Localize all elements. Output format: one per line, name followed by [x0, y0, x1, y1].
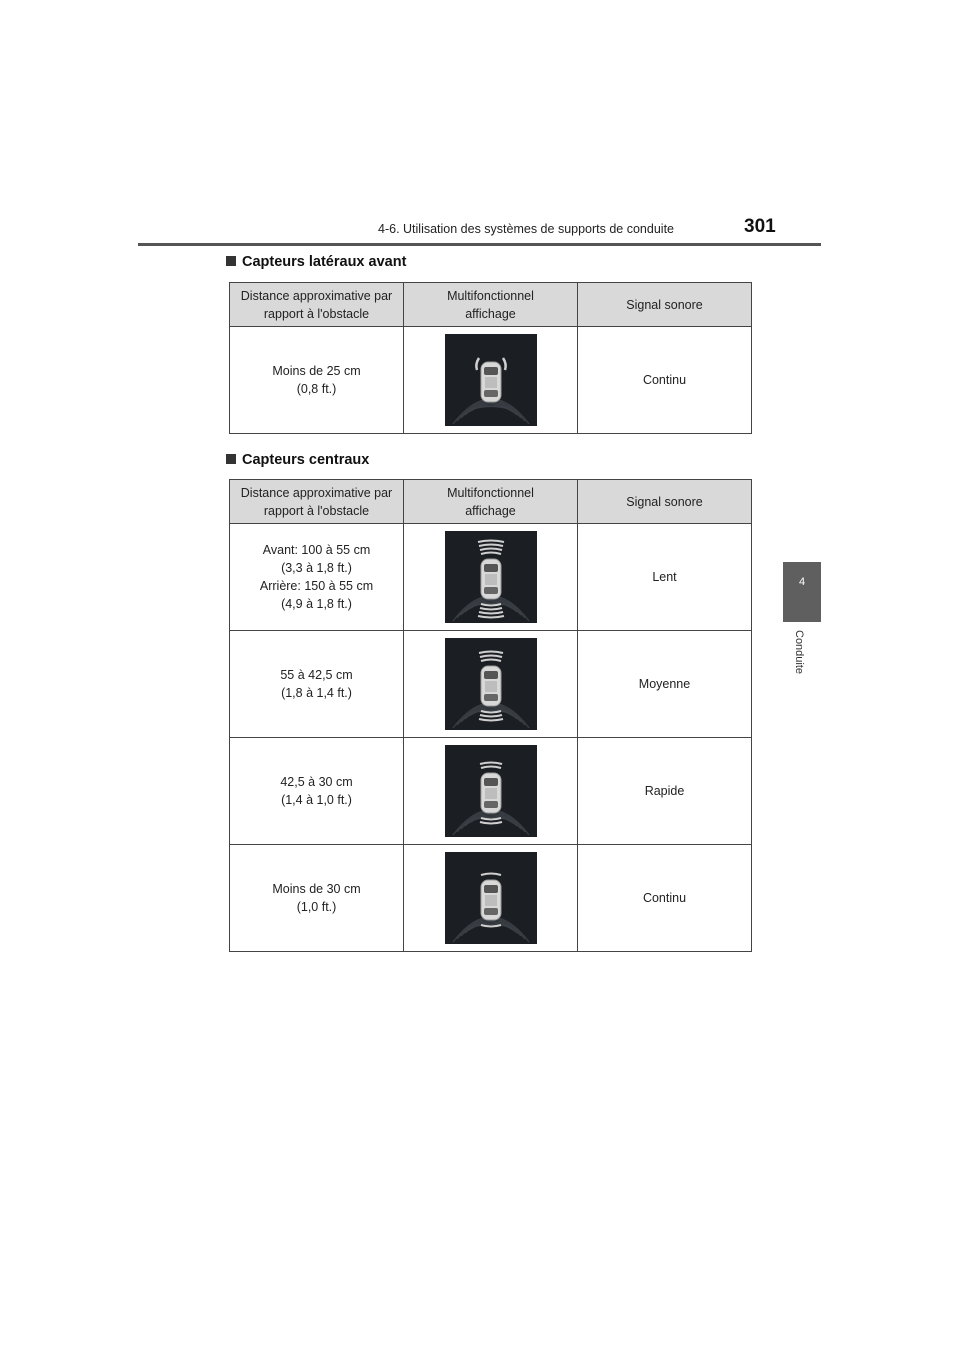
center-sensor-table — [229, 479, 752, 952]
buzzer-cell: Moyenne — [578, 631, 752, 738]
table-header-row — [230, 283, 752, 327]
section-heading-center — [226, 452, 369, 468]
col-header-buzzer: Signal sonore — [578, 283, 752, 327]
distance-cell: 55 à 42,5 cm (1,8 à 1,4 ft.) — [230, 631, 404, 738]
table-row — [230, 631, 752, 738]
table-row — [230, 738, 752, 845]
section-heading-text: Capteurs latéraux avant — [242, 254, 407, 270]
table-row — [230, 524, 752, 631]
center-sensor-display-icon — [445, 531, 537, 623]
buzzer-cell: Lent — [578, 524, 752, 631]
chapter-title: 4-6. Utilisation des systèmes de supports de conduite — [378, 222, 674, 236]
buzzer-cell: Continu — [578, 845, 752, 952]
display-cell — [404, 845, 578, 952]
col-header-distance: Distance approximative par rapport à l'obstacle — [230, 480, 404, 524]
display-cell — [404, 327, 578, 434]
table-row — [230, 327, 752, 434]
section-heading-text: Capteurs centraux — [242, 452, 370, 468]
buzzer-cell: Rapide — [578, 738, 752, 845]
distance-cell: Avant: 100 à 55 cm (3,3 à 1,8 ft.) Arrière: 150 à 55 cm (4,9 à 1,8 ft.) — [230, 524, 404, 631]
col-header-display: Multifonctionnel affichage — [404, 480, 578, 524]
table-row — [230, 845, 752, 952]
header-rule — [138, 243, 821, 246]
col-header-buzzer: Signal sonore — [578, 480, 752, 524]
table-header-row — [230, 480, 752, 524]
distance-cell: 42,5 à 30 cm (1,4 à 1,0 ft.) — [230, 738, 404, 845]
side-sensor-display-icon — [445, 334, 537, 426]
section-heading-front-side — [226, 254, 406, 270]
center-sensor-display-icon — [445, 852, 537, 944]
display-cell — [404, 631, 578, 738]
center-sensor-display-icon — [445, 638, 537, 730]
page-number: 301 — [744, 216, 776, 237]
display-cell — [404, 738, 578, 845]
square-bullet-icon — [226, 454, 236, 464]
chapter-tab-label: Conduite — [793, 630, 805, 675]
buzzer-cell: Continu — [578, 327, 752, 434]
col-header-distance: Distance approximative par rapport à l'obstacle — [230, 283, 404, 327]
distance-cell: Moins de 30 cm (1,0 ft.) — [230, 845, 404, 952]
center-sensor-display-icon — [445, 745, 537, 837]
chapter-tab: 4 — [783, 562, 821, 622]
front-side-sensor-table — [229, 282, 752, 434]
display-cell — [404, 524, 578, 631]
col-header-display: Multifonctionnel affichage — [404, 283, 578, 327]
distance-cell: Moins de 25 cm (0,8 ft.) — [230, 327, 404, 434]
square-bullet-icon — [226, 256, 236, 266]
